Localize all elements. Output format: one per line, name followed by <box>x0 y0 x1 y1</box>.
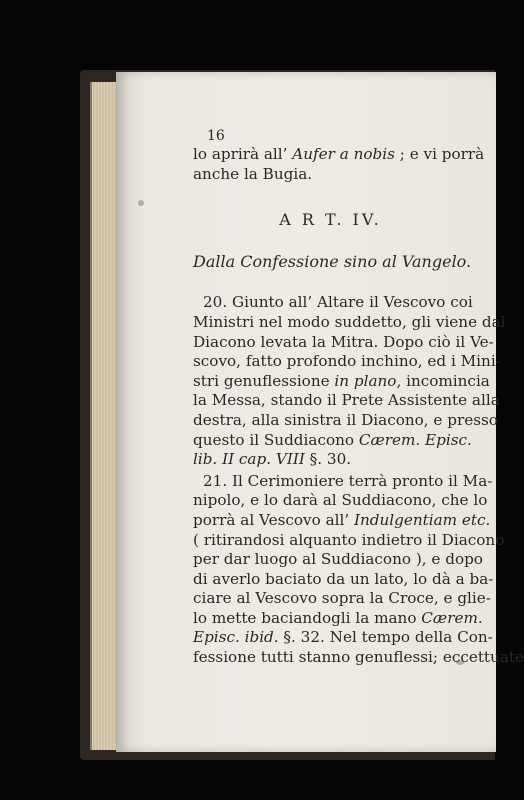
text-line <box>193 391 500 411</box>
text-line <box>193 569 494 590</box>
text-line <box>193 450 468 470</box>
italic-text: in plano <box>334 371 397 390</box>
text-span: lo aprirà all’ <box>193 145 293 163</box>
text-line <box>193 165 468 185</box>
text-span: ( ritirandosi alquanto indietro il Diacono <box>193 530 505 549</box>
paragraph-21 <box>193 471 524 668</box>
article-heading: A R T. IV. <box>279 210 382 230</box>
page-smudge <box>138 200 144 206</box>
text-span: per dar luogo al Suddiacono ), e dopo <box>193 550 483 569</box>
italic-text: Aufer a nobis <box>292 145 395 163</box>
text-line <box>193 352 501 372</box>
text-span: di averlo baciato da un lato, lo dà a ba- <box>193 569 494 588</box>
text-line <box>193 589 491 609</box>
text-span: 21. Il Cerimoniere terrà pronto il Ma- <box>203 471 493 490</box>
text-span: Diacono levata la Mitra. Dopo ciò il Ve- <box>193 332 494 351</box>
text-span: , incomincia <box>396 371 490 390</box>
italic-text: Episc. ibid. <box>193 628 279 647</box>
text-line <box>193 430 472 451</box>
text-span: 20. Giunto all’ Altare il Vescovo coi <box>203 293 473 312</box>
text-span: stri genuflessione <box>193 371 335 390</box>
text-span: fessione tutti stanno genuflessi; eccettuate <box>193 648 524 667</box>
text-line <box>193 332 494 353</box>
text-span: destra, alla sinistra il Diacono, e presso <box>193 410 498 429</box>
text-span: la Messa, stando il Prete Assistente alla <box>193 391 500 410</box>
text-span: §. 32. Nel tempo della Con- <box>278 628 493 647</box>
page-number: 16 <box>207 128 225 144</box>
text-line <box>193 530 505 551</box>
text-line <box>193 145 485 165</box>
text-line <box>193 491 488 511</box>
text-line <box>193 510 491 531</box>
text-line <box>193 648 524 668</box>
text-line <box>193 628 493 648</box>
paragraph-20 <box>193 293 506 469</box>
text-span: scovo, fatto profondo inchino, ed i Mini- <box>193 352 501 371</box>
text-span: porrà al Vescovo all’ <box>193 510 354 529</box>
text-line <box>193 312 506 333</box>
text-span: questo il Suddiacono <box>193 430 359 449</box>
text-line <box>193 471 493 492</box>
text-line <box>193 293 473 313</box>
book-page <box>116 72 524 752</box>
text-span: §. 30. <box>304 450 352 469</box>
section-title: Dalla Confessione sino al Vangelo. <box>193 251 472 271</box>
italic-text: Cærem. <box>421 608 483 627</box>
text-line <box>193 608 483 629</box>
text-span: anche la Bugia. <box>193 164 313 183</box>
text-span: lo mette baciandogli la mano <box>193 608 422 627</box>
text-line <box>193 371 490 392</box>
text-span: Ministri nel modo suddetto, gli viene dal <box>193 312 506 331</box>
italic-text: Indulgentiam etc. <box>354 510 491 529</box>
text-span: ciare al Vescovo sopra la Croce, e glie- <box>193 589 491 608</box>
opening-lines <box>193 145 485 184</box>
page-text <box>193 127 524 668</box>
italic-text: Cærem. Episc. <box>358 430 472 449</box>
text-span: ; e vi porrà <box>394 145 485 163</box>
text-line <box>193 410 498 431</box>
italic-text: lib. II cap. VIII <box>193 450 305 469</box>
text-line <box>193 550 483 570</box>
text-span: nipolo, e lo darà al Suddiacono, che lo <box>193 491 488 510</box>
